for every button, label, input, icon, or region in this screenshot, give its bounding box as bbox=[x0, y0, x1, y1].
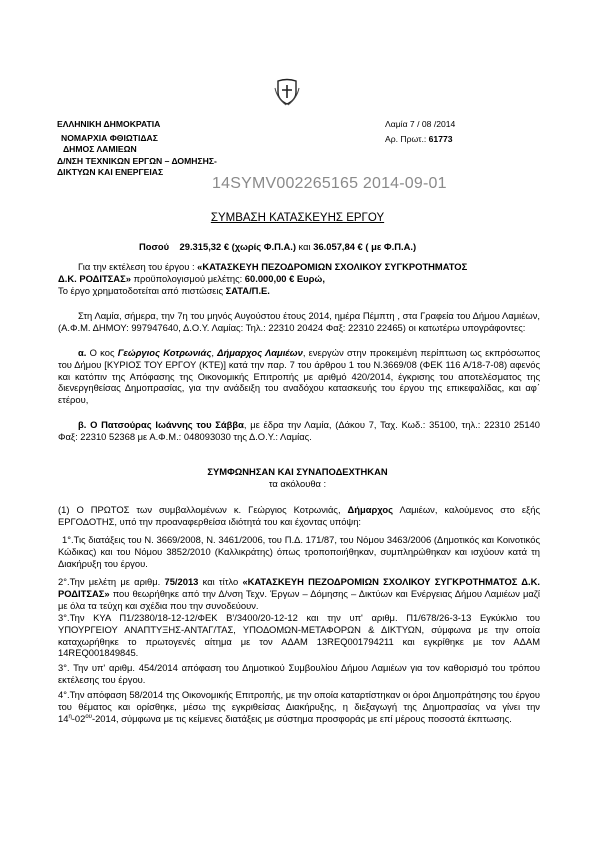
issuer-directorate: Δ/ΝΣΗ ΤΕΧΝΙΚΩΝ ΕΡΓΩΝ – ΔΟΜΗΣΗΣ- bbox=[57, 155, 217, 166]
coat-of-arms-emblem bbox=[274, 78, 300, 106]
clause-4: 3°.Την ΚΥΑ Π1/2380/18-12-12/ΦΕΚ Β'/3400/20-12-12 και την υπ' αριθμ. Π1/678/26-3-13 Εγκύκλιο του ΥΠΟΥΡΓΕΙΟΥ ΑΝΑΠΤΥΞΗΣ-ΑΝΤΑΓ/ΤΑΣ, ΥΠΟΔΟΜΩΝ-ΜΕΤΑΦΟΡΩΝ & ΔΙΚΤΥΩΝ, σύμφωνα με την οποία καταχωρήθηκε το πρωτογενές αίτημα με τον ΑΔΑΜ 13REQ001794211 και εγκρίθηκε με τον ΑΔΑΜ 14REQ001849845. bbox=[58, 612, 540, 659]
funding-label: Το έργο χρηματοδοτείται από πιστώσεις bbox=[58, 284, 226, 296]
party-a-name: Γεώργιος Κοτρωνιάς bbox=[117, 347, 212, 358]
clause-3-study-title: «ΚΑΤΑΣΚΕΥΗ ΠΕΖΟΔΡΟΜΙΩΝ ΣΧΟΛΙΚΟΥ ΣΥΓΚΡΟΤΗΜΑΤΟΣ Δ.Κ. ΡΟΔΙΤΣΑΣ» bbox=[58, 576, 541, 599]
project-intro bbox=[58, 261, 540, 296]
protocol-label: Αρ. Πρωτ.: bbox=[385, 134, 429, 144]
clause-1-text-b: Λαμιέων, καλούμενος στο εξής ΕΡΓΟΔΟΤΗΣ, υπό την προαναφερθείσα ιδιότητά του και έχοντας υπόψη: bbox=[58, 504, 540, 527]
clause-3-text-c: που θεωρήθηκε από την Δ/νση Τεχν. Έργων – Δόμησης – Δικτύων και Ενέργειας Δήμου Λαμιέων μαζί με όλα τα τεύχη και σχέδια που την συνοδεύουν. bbox=[58, 587, 540, 611]
clause-6 bbox=[58, 689, 540, 724]
agreed-subheading: τα ακόλουθα : bbox=[268, 478, 327, 489]
clause-6-text-b: -02 bbox=[71, 712, 86, 724]
contract-title: ΣΥΜΒΑΣΗ ΚΑΤΑΣΚΕΥΗΣ ΕΡΓΟΥ bbox=[210, 212, 385, 224]
amount-label: Ποσού bbox=[139, 241, 170, 252]
party-a-sep: , bbox=[211, 347, 218, 358]
amount-line bbox=[139, 241, 416, 253]
party-a-role: Δήμαρχος Λαμιέων bbox=[217, 347, 303, 358]
party-a-label: α. bbox=[78, 347, 87, 358]
project-line-2 bbox=[58, 273, 540, 285]
clause-6-text-c: -2014, σύμφωνα με τις κείμενες διατάξεις με σύστημα προσφοράς με επί μέρους ποσοστά έκπτωσης. bbox=[91, 712, 512, 724]
party-b-label: β. bbox=[78, 419, 87, 430]
protocol-value: 61773 bbox=[428, 134, 453, 144]
party-b-name: Ο Πατσούρας Ιωάννης του Σάββα bbox=[86, 419, 244, 430]
party-a bbox=[58, 347, 540, 406]
clause-3-study-no: 75/2013 bbox=[164, 576, 199, 587]
clause-3-text-a: 2°.Την μελέτη με αριθμ. bbox=[58, 576, 165, 587]
amount-and: και bbox=[295, 241, 314, 252]
issuer-country: ΕΛΛΗΝΙΚΗ ΔΗΜΟΚΡΑΤΙΑ bbox=[57, 119, 161, 129]
clause-1-text-a: (1) Ο ΠΡΩΤΟΣ των συμβαλλομένων κ. Γεώργιος Κοτρωνιάς, bbox=[58, 504, 348, 515]
project-line-1 bbox=[58, 261, 540, 273]
project-title: «ΚΑΤΑΣΚΕΥΗ ΠΕΖΟΔΡΟΜΙΩΝ ΣΧΟΛΙΚΟΥ ΣΥΓΚΡΟΤΗΜΑΤΟΣ bbox=[197, 261, 468, 272]
issuer-directorate-cont: ΔΙΚΤΥΩΝ ΚΑΙ ΕΝΕΡΓΕΙΑΣ bbox=[57, 166, 164, 177]
amount-gross: 36.057,84 € ( με Φ.Π.Α.) bbox=[313, 241, 417, 252]
party-a-text: , ενεργών στην προκειμένη περίπτωση ως εκπρόσωπος του Δήμου [ΚΥΡΙΟΣ ΤΟΥ ΕΡΓΟΥ (ΚΤΕ)] κατά την παρ. 7 του άρθρου 1 του Ν.3669/08 (ΦΕΚ 116 Α/18-7-08) αφενός και κατόπιν της Απόφασης της Οικονομικής Επιτροπής με αριθμό 420/2014, έγκρισης του αποτελέσματος της διενεργηθείσας Δημοπρασίας, για την ανάδειξη του αναδόχου κατασκευής του έργου της επικεφαλίδας, και αφ΄ ετέρου, bbox=[58, 347, 540, 406]
document-date: Λαμία 7 / 08 /2014 bbox=[385, 119, 456, 129]
clause-3-text-b: και τίτλο bbox=[198, 576, 243, 587]
budget-label: προϋπολογισμού μελέτης: bbox=[130, 272, 245, 284]
project-title-end: Δ.Κ. ΡΟΔΙΤΣΑΣ» bbox=[58, 272, 131, 284]
ada-code: 14SYMV002265165 2014-09-01 bbox=[212, 175, 447, 192]
agreed-heading: ΣΥΜΦΩΝΗΣΑΝ ΚΑΙ ΣΥΝΑΠΟΔΕΧΤΗΚΑΝ bbox=[207, 466, 388, 477]
clause-6-sup-1: η bbox=[68, 713, 72, 720]
clause-3 bbox=[58, 576, 540, 611]
project-lead: Για την εκτέλεση του έργου : bbox=[78, 261, 198, 272]
clause-5: 3°. Την υπ' αριθμ. 454/2014 απόφαση του Δημοτικού Συμβουλίου Δήμου Λαμιέων για τον καθορισμό του τρόπου εκτέλεσης του έργου. bbox=[58, 662, 540, 685]
parties-opening: Στη Λαμία, σήμερα, την 7η του μηνός Αυγούστου έτους 2014, ημέρα Πέμπτη , στα Γραφεία του Δήμου Λαμιέων, (Α.Φ.Μ. ΔΗΜΟΥ: 997947640, Δ.Ο.Υ. Λαμίας: Τηλ.: 22310 20424 Φαξ: 22310 22465) οι κατωτέρω υπογράφοντες: bbox=[58, 310, 540, 333]
clause-2: 1°.Τις διατάξεις του Ν. 3669/2008, Ν. 3461/2006, του Π.Δ. 171/87, του Νόμου 3463/2006 (Δημοτικός και Κοινοτικός Κώδικας) και του Νόμου 3852/2010 (Καλλικράτης) όπως τροποποιήθηκαν, συμπληρώθηκαν και ισχύουν κατά τη Διακήρυξη του έργου. bbox=[58, 534, 540, 569]
party-a-prefix: Ο κος bbox=[86, 347, 118, 358]
issuer-block bbox=[57, 119, 297, 178]
project-line-3 bbox=[58, 285, 540, 297]
party-b bbox=[58, 419, 540, 443]
clause-1-mayor: Δήμαρχος bbox=[347, 504, 393, 515]
amount-net: 29.315,32 € (χωρίς Φ.Π.Α.) bbox=[179, 241, 296, 252]
budget-value: 60.000,00 € Ευρώ, bbox=[244, 272, 325, 284]
protocol-number bbox=[385, 134, 453, 145]
issuer-prefecture: ΝΟΜΑΡΧΙΑ ΦΘΙΩΤΙΔΑΣ bbox=[61, 133, 158, 144]
party-b-text: , με έδρα την Λαμία, (Δάκου 7, Ταχ. Κωδ.: 35100, τηλ.: 22310 25140 Φαξ: 22310 52368 με Α.Φ.Μ.: 048093030 της Δ.Ο.Υ.: Λαμίας. bbox=[58, 419, 540, 442]
clause-6-sup-2: ου bbox=[85, 713, 92, 720]
issuer-municipality: ΔΗΜΟΣ ΛΑΜΙΕΩΝ bbox=[63, 144, 137, 155]
funding-source: ΣΑΤΑ/Π.Ε. bbox=[225, 284, 270, 296]
clause-6-text-a: 4°.Την απόφαση 58/2014 της Οικονομικής Επιτροπής, με την οποία καταρτίστηκαν οι όροι Δημοπράτησης του έργου του θέματος και ορίσθηκε, μέσω της εγκριθείσας Διακήρυξης, η διεξαγωγή της Δημοπρασίας να γίνει την 14 bbox=[58, 689, 540, 724]
clause-1 bbox=[58, 504, 540, 528]
